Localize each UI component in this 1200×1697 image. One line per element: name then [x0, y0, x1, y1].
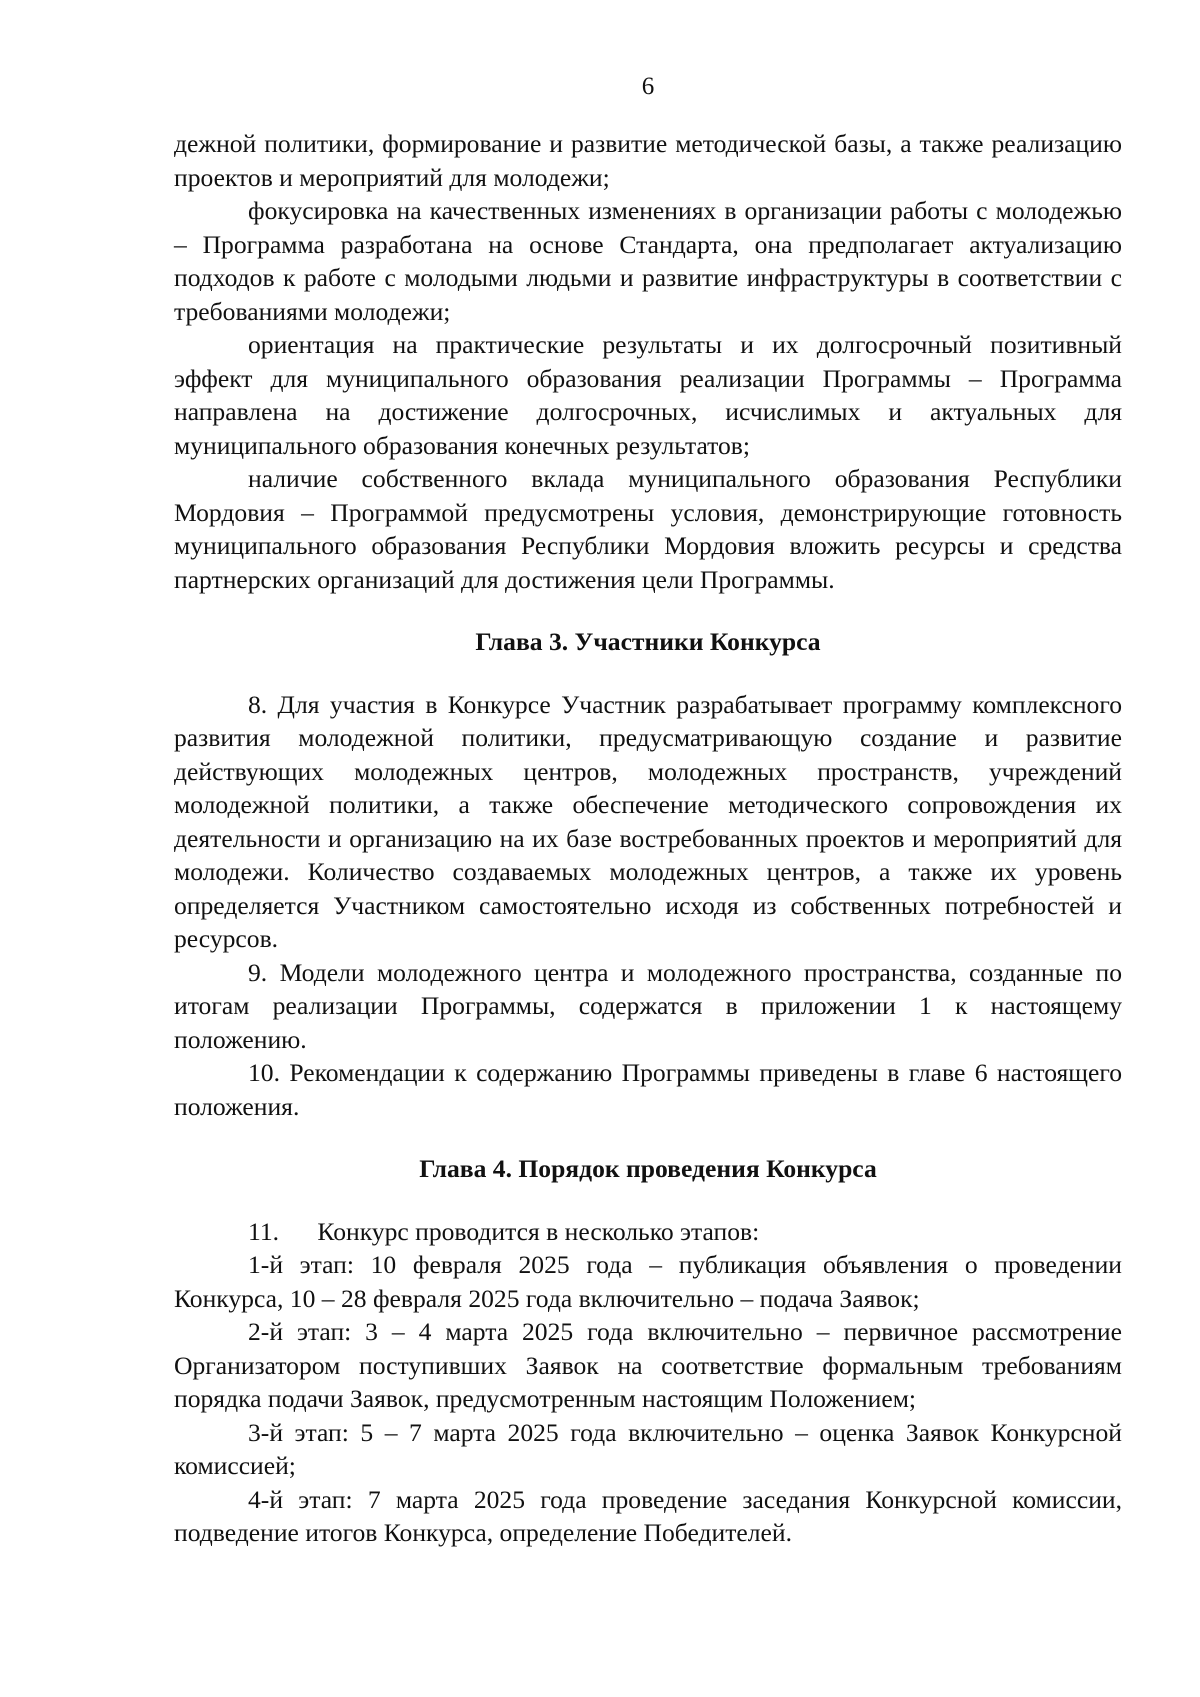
stage-1: 1-й этап: 10 февраля 2025 года – публикация объявления о проведении Конкурса, 10 – 28 февраля 2025 года включительно – подача Заявок; [174, 1250, 1122, 1313]
stage-4: 4-й этап: 7 марта 2025 года проведение заседания Конкурсной комиссии, подведение итогов Конкурса, определение Победителей. [174, 1484, 1122, 1547]
paragraph-orientation: ориентация на практические результаты и их долгосрочный позитивный эффект для муниципального образования реализации Программы – Программа направлена на достижение долгосрочных, исчислимых и актуальных для муниципального образования конечных результатов; [174, 330, 1122, 460]
document-body [174, 127, 1122, 1550]
paragraph-contribution: наличие собственного вклада муниципального образования Республики Мордовия – Программой предусмотрены условия, демонстрирующие готовность муниципального образования Республики Мордовия вложить ресурсы и средства партнерских организаций для достижения цели Программы. [174, 464, 1122, 594]
clause-9: 9. Модели молодежного центра и молодежного пространства, созданные по итогам реализации Программы, содержатся в приложении 1 к настоящему положению. [174, 957, 1122, 1054]
paragraph-continuation: дежной политики, формирование и развитие методической базы, а также реализацию проектов и мероприятий для молодежи; [174, 129, 1122, 192]
clause-10: 10. Рекомендации к содержанию Программы приведены в главе 6 настоящего положения. [174, 1058, 1122, 1121]
clause-11: 11. Конкурс проводится в несколько этапов: [248, 1216, 760, 1246]
clause-8: 8. Для участия в Конкурсе Участник разрабатывает программу комплексного развития молодежной политики, предусматривающую создание и развитие действующих молодежных центров, молодежных пространств, учреждений молодежной политики, а также обеспечение методического сопровождения их деятельности и организацию на их базе востребованных проектов и мероприятий для молодежи. Количество создаваемых молодежных центров, а также их уровень определяется Участником самостоятельно исходя из собственных потребностей и ресурсов. [174, 689, 1122, 953]
chapter-4-title: Глава 4. Порядок проведения Конкурса [419, 1154, 877, 1183]
paragraph-focus: фокусировка на качественных изменениях в организации работы с молодежью – Программа разработана на основе Стандарта, она предполагает актуализацию подходов к работе с молодыми людьми и развитие инфраструктуры в соответствии с требованиями молодежи; [174, 196, 1122, 326]
stage-2: 2-й этап: 3 – 4 марта 2025 года включительно – первичное рассмотрение Организатором поступивших Заявок на соответствие формальным требованиям порядка подачи Заявок, предусмотренным настоящим Положением; [174, 1317, 1122, 1413]
page-number: 6 [641, 73, 655, 100]
chapter-3-title: Глава 3. Участники Конкурса [475, 627, 821, 656]
stage-3: 3-й этап: 5 – 7 марта 2025 года включительно – оценка Заявок Конкурсной комиссией; [174, 1417, 1122, 1480]
